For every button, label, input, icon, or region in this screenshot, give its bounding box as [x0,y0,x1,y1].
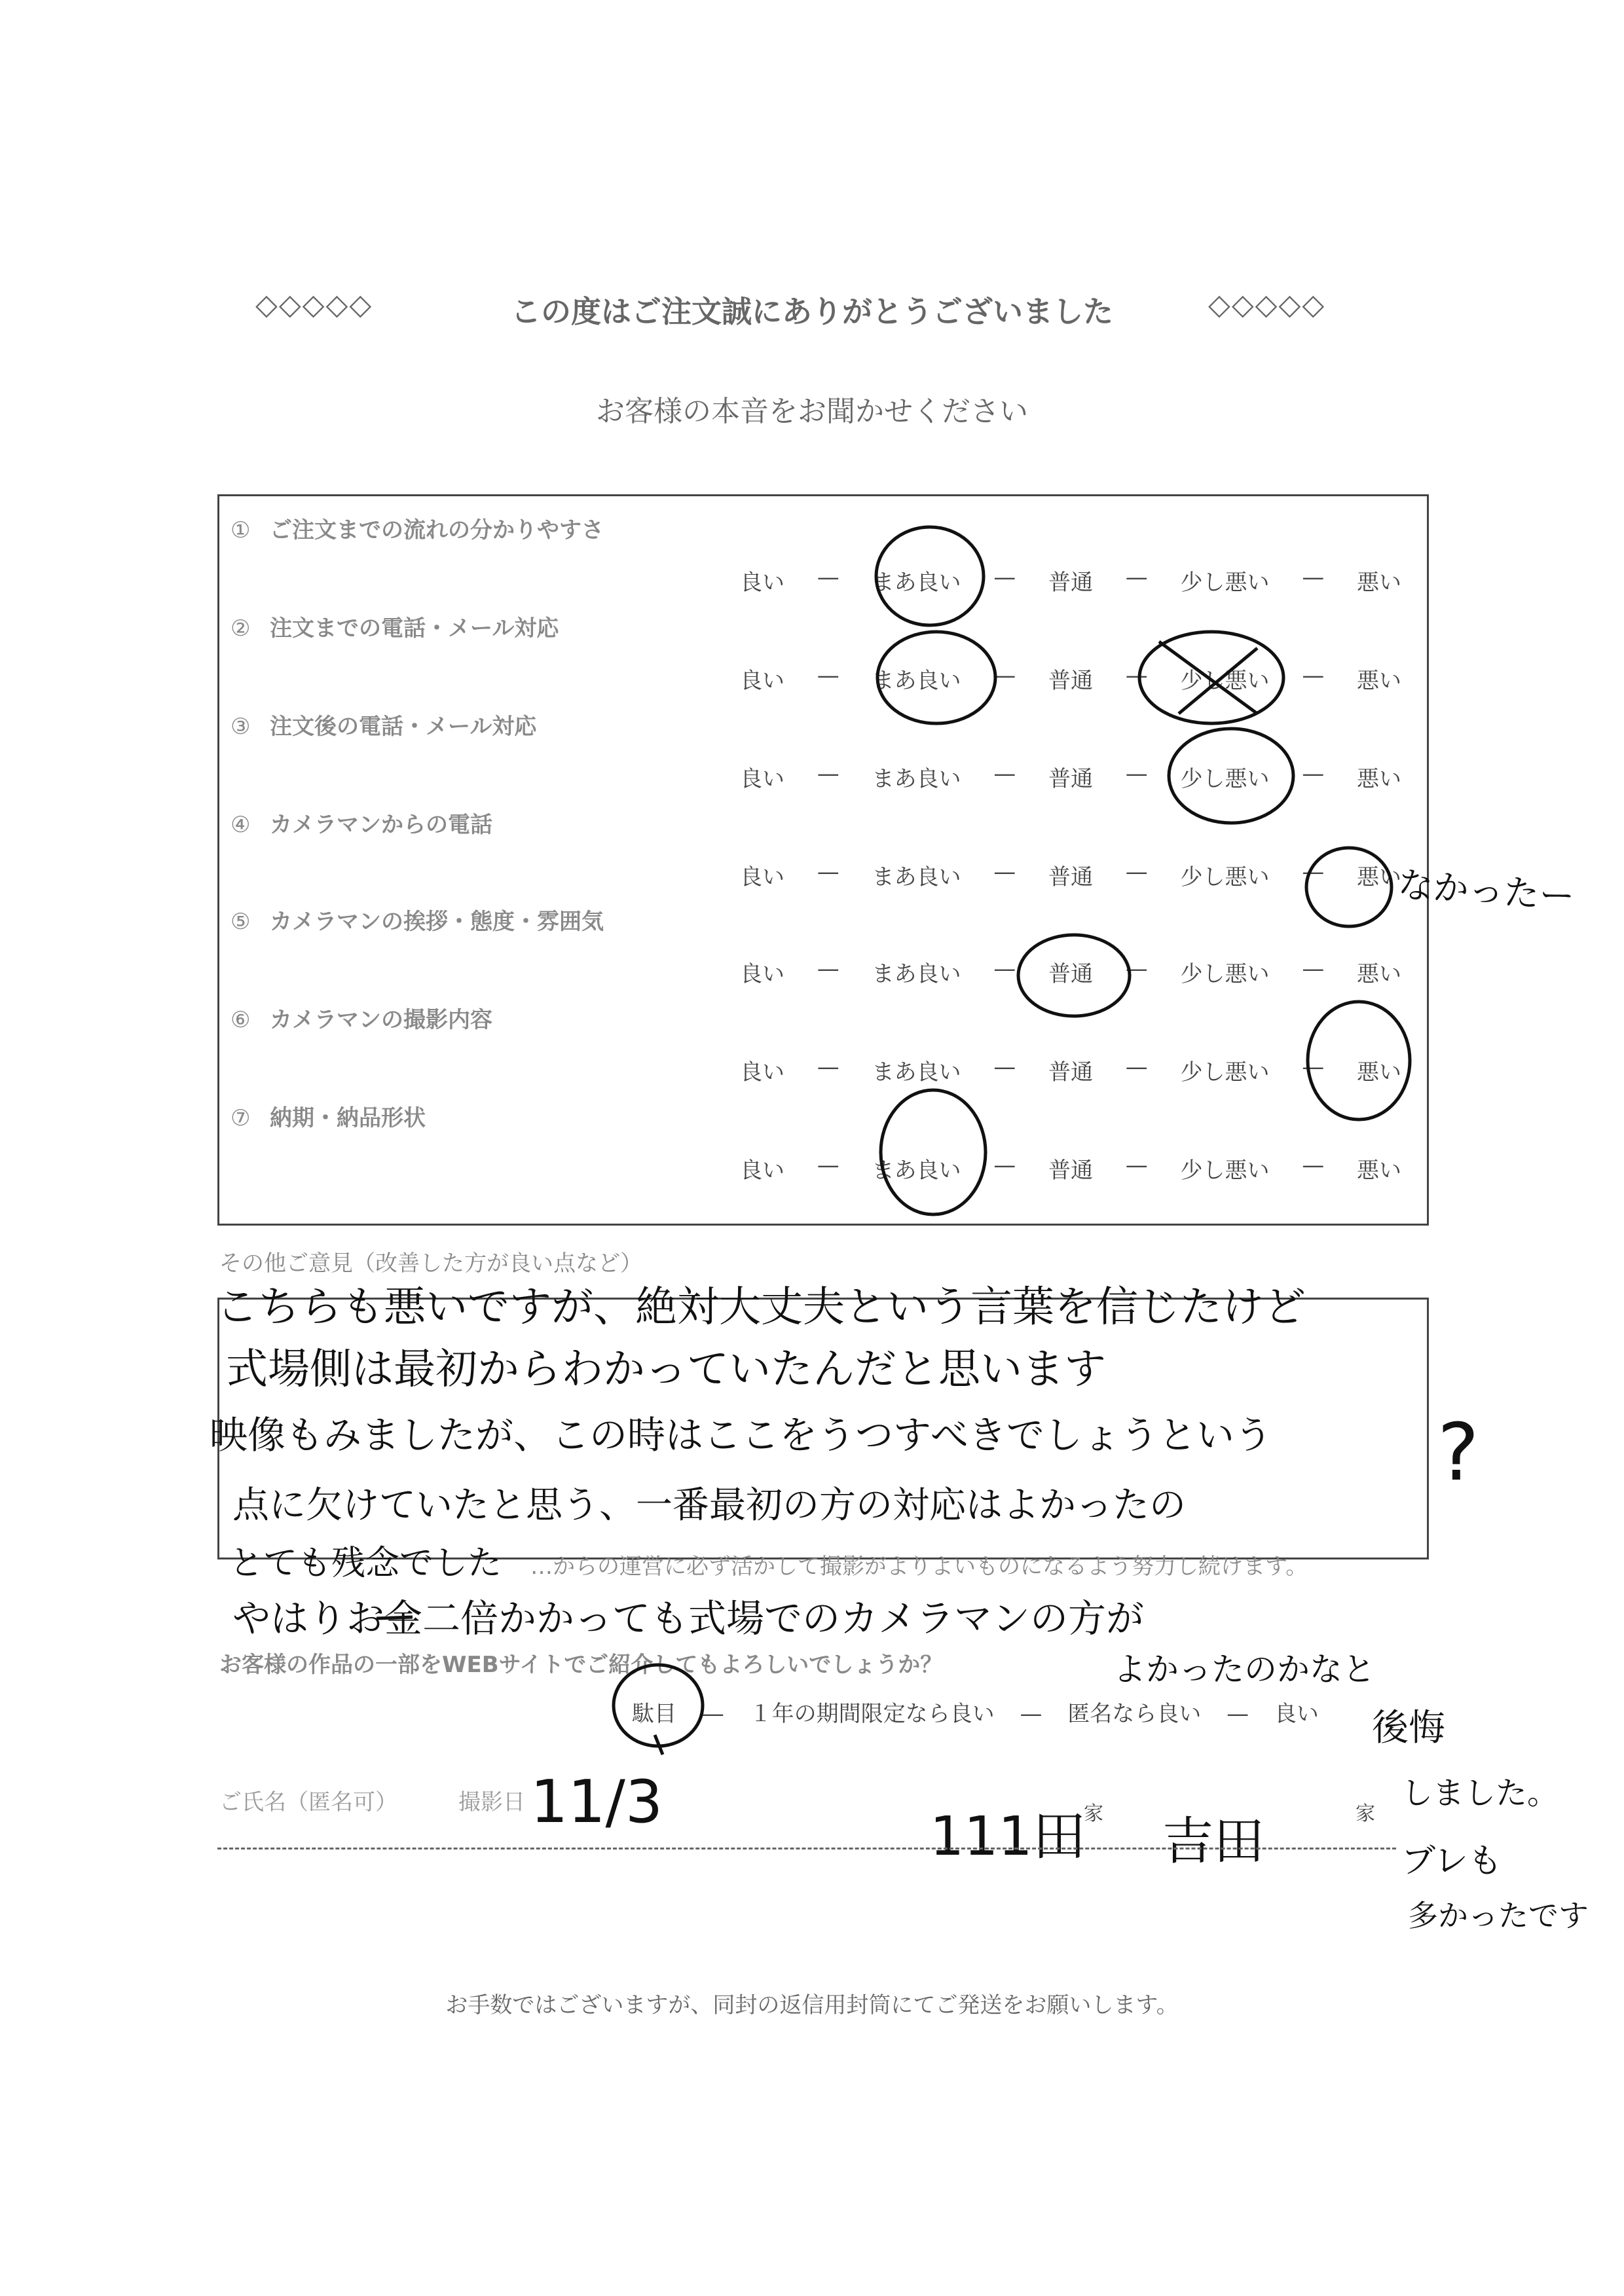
scale-option[interactable]: 良い [740,1157,784,1184]
scale-option[interactable]: 悪い [1357,961,1401,987]
scale-separator: — [993,1054,1016,1080]
other-opinion-label: その他ご意見（改善した方が良い点など） [219,1250,642,1277]
scale-separator: — [817,1054,840,1080]
scale-separator: — [817,761,840,787]
scale-option[interactable]: 良い [740,668,784,694]
scale-option[interactable]: 少し悪い [1180,668,1270,694]
family-name-2: 吉田 [1162,1812,1265,1871]
scale-separator: — [993,859,1016,885]
scale-option[interactable]: 少し悪い [1180,961,1270,987]
handwritten-line-5: とても残念でした [229,1544,502,1583]
question-text: 注文までの電話・メール対応 [270,615,559,642]
side-note-line-4: ブレも [1401,1842,1502,1881]
strike-one [377,1617,413,1618]
web-option-limited[interactable]: １年の期間限定なら良い [749,1701,995,1727]
q5-selection-circle [1018,935,1130,1016]
q2-strike-1 [1159,642,1257,714]
scale-option[interactable]: まあ良い [872,766,961,792]
handwritten-line-1: こちらも悪いですが、絶対大丈夫という言葉を信じたけど [216,1283,1306,1332]
scale-option[interactable]: 悪い [1357,1157,1401,1184]
family-suffix-1: 家 [1084,1802,1103,1825]
handwritten-question-mark: ? [1437,1408,1479,1499]
page-title: この度はご注文誠にありがとうございました [511,294,1113,329]
scale-option[interactable]: まあ良い [872,1059,961,1085]
web-option-yes[interactable]: 良い [1274,1701,1319,1727]
q7-selection-circle [881,1090,986,1214]
question-number: ⑦ [231,1105,251,1131]
question-text: 注文後の電話・メール対応 [270,714,537,740]
web-option-sep: — [701,1701,724,1727]
scale-option[interactable]: 普通 [1048,864,1093,890]
side-note-line-2: 後悔 [1372,1707,1445,1749]
scale-separator: — [817,663,840,689]
scale-separator: — [1125,761,1148,787]
scale-separator: — [1302,859,1325,885]
scale-separator: — [1125,859,1148,885]
scale-option[interactable]: 普通 [1048,668,1093,694]
scale-separator: — [1125,663,1148,689]
scale-option[interactable]: 悪い [1357,668,1401,694]
footer-note: お手数ではございますが、同封の返信用封筒にてご発送をお願いします。 [445,1992,1179,2018]
scale-separator: — [993,761,1016,787]
question-text: 納期・納品形状 [270,1105,426,1131]
handwritten-line-2: 式場側は最初からわかっていたんだと思います [226,1345,1106,1394]
question-number: ⑥ [231,1007,251,1033]
scale-separator: — [817,1152,840,1178]
web-option-anonymous[interactable]: 匿名なら良い [1067,1701,1202,1727]
scale-separator: — [1302,564,1325,591]
scale-option[interactable]: 少し悪い [1180,1157,1270,1184]
scale-separator: — [1302,1152,1325,1178]
scale-option[interactable]: まあ良い [872,570,961,596]
web-permission-question: お客様の作品の一部をWEBサイトでご紹介してもよろしいでしょうか？ [219,1652,943,1678]
handwritten-line-3: 映像もみましたが、この時はここをうつすべきでしょうという [210,1413,1272,1457]
scale-separator: — [817,956,840,982]
scale-separator: — [1302,1054,1325,1080]
scale-option[interactable]: 普通 [1048,1059,1093,1085]
scale-option[interactable]: 普通 [1048,961,1093,987]
scale-option[interactable]: 少し悪い [1180,570,1270,596]
scale-option[interactable]: 少し悪い [1180,864,1270,890]
q3-selection-circle [1169,729,1293,823]
q2-selection-circle [877,632,995,723]
question-text: カメラマンの挨拶・態度・雰囲気 [270,909,604,935]
scale-option[interactable]: 良い [740,1059,784,1085]
scale-option[interactable]: まあ良い [872,668,961,694]
scale-separator: — [993,1152,1016,1178]
scale-separator: — [993,564,1016,591]
scale-separator: — [1125,564,1148,591]
scale-option[interactable]: 良い [740,961,784,987]
side-note-line-1: よかったのかなと [1113,1650,1375,1688]
side-note-line-5: 多かったです [1408,1898,1589,1933]
name-label: ご氏名（匿名可） [219,1789,397,1815]
scale-separator: — [1125,1152,1148,1178]
question-number: ① [231,517,251,543]
scale-option[interactable]: 悪い [1357,864,1401,890]
scale-option[interactable]: 良い [740,766,784,792]
web-no-circle [614,1665,703,1746]
q6-selection-circle [1308,1002,1410,1120]
scale-separator: — [993,956,1016,982]
family-name-1: 111田 [930,1806,1086,1868]
scale-option[interactable]: 悪い [1357,766,1401,792]
scale-separator: — [817,564,840,591]
handwritten-line-4: 点に欠けていたと思う、一番最初の方の対応はよかったの [232,1484,1186,1527]
scale-separator: — [1302,761,1325,787]
scale-separator: — [1302,663,1325,689]
scale-option[interactable]: 悪い [1357,1059,1401,1085]
q4-handwritten-note: なかったー [1396,864,1576,918]
handwritten-line-6: やはりお金二倍かかっても式場でのカメラマンの方が [232,1596,1145,1641]
thanks-text: …からの運営に必ず活かして撮影がよりよいものになるよう努力し続けます。 [530,1554,1308,1580]
scale-option[interactable]: 普通 [1048,766,1093,792]
scale-separator: — [1302,956,1325,982]
scale-option[interactable]: まあ良い [872,961,961,987]
family-suffix-2: 家 [1356,1802,1375,1825]
scale-option[interactable]: 普通 [1048,1157,1093,1184]
scale-option[interactable]: 良い [740,570,784,596]
scale-option[interactable]: 少し悪い [1180,1059,1270,1085]
scale-option[interactable]: 良い [740,864,784,890]
question-number: ③ [231,714,251,740]
scale-separator: — [1125,956,1148,982]
question-text: ご注文までの流れの分かりやすさ [270,517,604,543]
web-option-sep: — [1020,1701,1043,1727]
scale-separator: — [993,663,1016,689]
scale-option[interactable]: 悪い [1357,570,1401,596]
decorative-diamonds-right: ◇◇◇◇◇ [1208,288,1326,321]
scale-option[interactable]: 普通 [1048,570,1093,596]
question-number: ⑤ [231,909,251,935]
question-number: ② [231,615,251,642]
shoot-date-label: 撮影日 [458,1789,525,1815]
scale-separator: — [1125,1054,1148,1080]
scale-option[interactable]: まあ良い [872,864,961,890]
web-option-no[interactable]: 駄目 [632,1701,676,1727]
q4-selection-circle [1306,848,1392,926]
q2-crossed-circle [1139,632,1283,723]
web-option-sep: — [1227,1701,1249,1727]
page-subtitle: お客様の本音をお聞かせください [596,395,1028,428]
scale-option[interactable]: まあ良い [872,1157,961,1184]
side-note-line-3: しました。 [1401,1775,1559,1812]
decorative-diamonds-left: ◇◇◇◇◇ [255,288,373,321]
scale-separator: — [817,859,840,885]
question-text: カメラマンの撮影内容 [270,1007,492,1033]
scale-option[interactable]: 少し悪い [1180,766,1270,792]
question-number: ④ [231,812,251,838]
question-text: カメラマンからの電話 [270,812,492,838]
q1-selection-circle [876,527,984,625]
shoot-date-value: 11/3 [530,1768,663,1836]
